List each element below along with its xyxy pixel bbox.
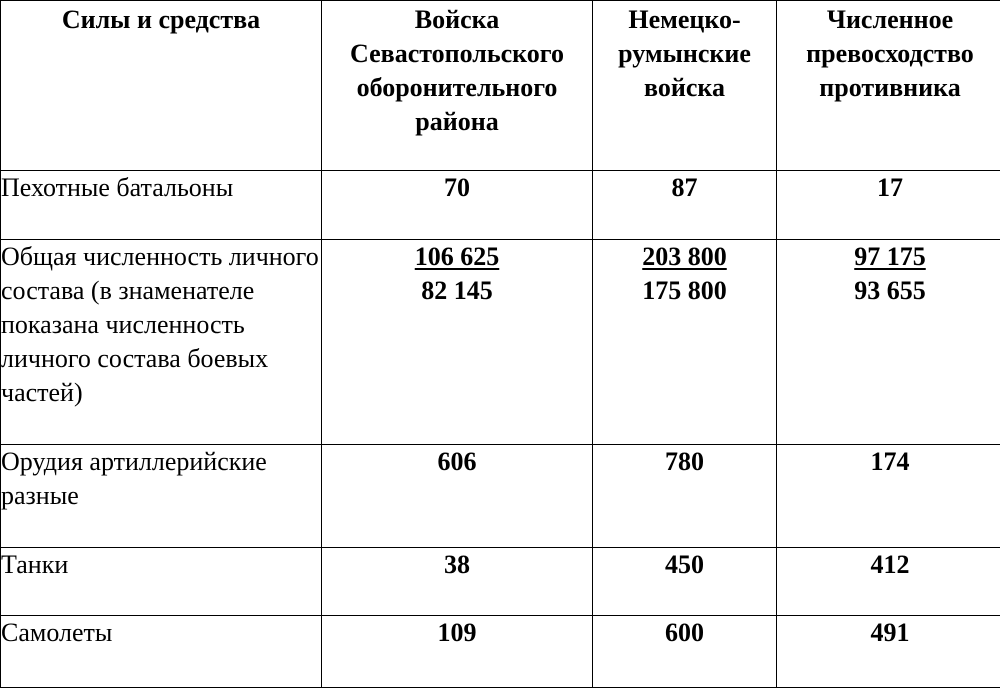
header-forces-and-means-text: Силы и средства: [62, 5, 260, 34]
header-sevastopol-line: Войска: [322, 3, 592, 37]
personnel-combat-units-value: 93 655: [777, 274, 1000, 308]
header-german-romanian-line: румынские: [593, 37, 776, 71]
cell-superiority: 174: [777, 445, 1000, 548]
header-superiority-line: противника: [777, 71, 1000, 105]
table-row: [1, 616, 1000, 688]
cell-german-romanian: 600: [593, 616, 777, 688]
personnel-combat-units-value: 82 145: [322, 274, 592, 308]
cell-german-romanian: 780: [593, 445, 777, 548]
table-row: [1, 171, 1000, 240]
header-sevastopol-troops: [322, 1, 593, 171]
cell-sevastopol: 606: [322, 445, 593, 548]
row-label: Танки: [1, 548, 322, 616]
personnel-total-value: 97 175: [854, 240, 926, 274]
cell-superiority: 412: [777, 548, 1000, 616]
header-superiority-line: превосходство: [777, 37, 1000, 71]
header-german-romanian-line: войска: [593, 71, 776, 105]
personnel-total-value: 203 800: [642, 240, 727, 274]
cell-german-romanian: [593, 240, 777, 445]
header-forces-and-means: [1, 1, 322, 171]
header-sevastopol-line: оборонительного: [322, 71, 592, 105]
header-row: [1, 1, 1000, 171]
cell-superiority: [777, 240, 1000, 445]
row-label: Пехотные батальоны: [1, 171, 322, 240]
table-row: [1, 240, 1000, 445]
cell-superiority: 491: [777, 616, 1000, 688]
cell-superiority: 17: [777, 171, 1000, 240]
cell-sevastopol: 109: [322, 616, 593, 688]
cell-sevastopol: 38: [322, 548, 593, 616]
personnel-combat-units-value: 175 800: [593, 274, 776, 308]
header-superiority-line: Численное: [777, 3, 1000, 37]
header-german-romanian-line: Немецко-: [593, 3, 776, 37]
cell-sevastopol: [322, 240, 593, 445]
header-enemy-superiority: [777, 1, 1000, 171]
header-sevastopol-line: района: [322, 105, 592, 139]
table-row: [1, 548, 1000, 616]
header-german-romanian-troops: [593, 1, 777, 171]
row-label: Орудия артиллерийские разные: [1, 445, 322, 548]
table-row: [1, 445, 1000, 548]
header-sevastopol-line: Севастопольского: [322, 37, 592, 71]
row-label: Самолеты: [1, 616, 322, 688]
cell-german-romanian: 450: [593, 548, 777, 616]
cell-german-romanian: 87: [593, 171, 777, 240]
personnel-total-value: 106 625: [415, 240, 500, 274]
row-label: Общая численность личного состава (в знаменателе показана численность личного состава боевых частей): [1, 240, 322, 445]
cell-sevastopol: 70: [322, 171, 593, 240]
